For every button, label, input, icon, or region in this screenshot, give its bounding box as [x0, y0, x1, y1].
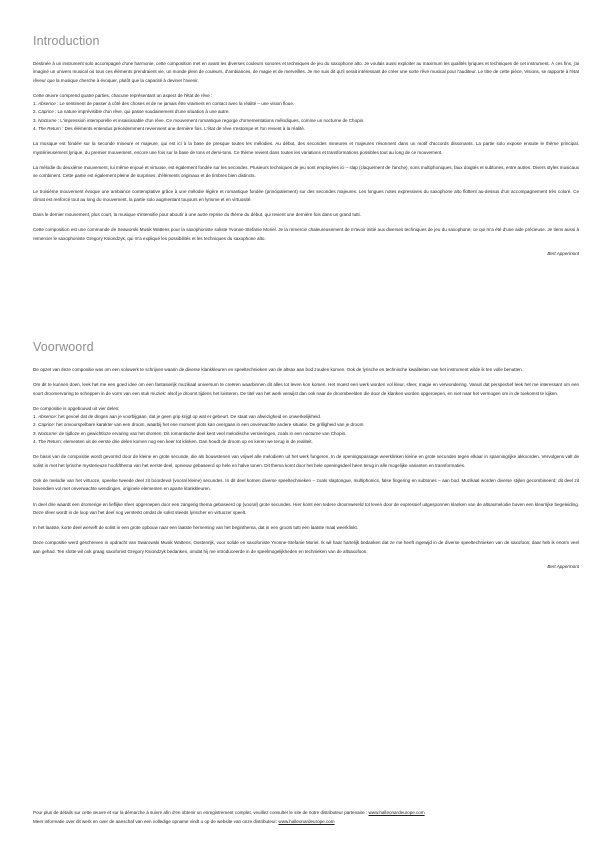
list-item: [33, 108, 579, 116]
list-number: 4.: [33, 439, 37, 445]
movement-description: : elementen uit de eerste drie delen komen nog een keer tot klinken. Dan houdt de droom op en keren we terug in de realiteit.: [60, 439, 313, 445]
movement-description: : Le sentiment de passer à côté des choses et de ne jamais être vraiment en contact avec la réalité – une vision floue.: [55, 101, 295, 107]
list-number: 1.: [33, 414, 37, 420]
list-item: [33, 421, 579, 429]
voorwoord-title: Voorwoord: [33, 340, 94, 354]
list-item: [33, 430, 579, 438]
movement-title: Nocturne: [38, 117, 57, 123]
movement-title: The Return: [38, 439, 61, 445]
voorwoord-signature: Bert Appermont: [547, 564, 579, 570]
list-number: 3.: [33, 117, 37, 123]
list-number: 2.: [33, 422, 37, 428]
intro-paragraph: Le troisième mouvement évoque une ambiance contemplative grâce à une mélodie légère et romantique fondée (principalement) sur des secondes majeures. Les longues notes expressives du saxophone alto flottent au-dessus d'un accompagnement très coloré. Ce climat est renforcé tout au long du mouvement, la partie solo augmentant toujours en lyrisme et en virtuosité.: [33, 188, 579, 202]
intro-paragraph: Cette composition est une commande de Seaworski Musik Wattens pour la saxophoniste soliste Yvonne-Stefanie Moriel. Je la remercie chaleureusement de m'avoir initié aux diverses techniques de jeu du saxophone, ce qui m'a été d'une aide précieuse. Je tiens aussi à remercier le saxophoniste Gregory Ksiondzyk, qui m'a expliqué les possibilités et les techniques du saxophone alto.: [33, 227, 579, 241]
intro-paragraph: Dans le dernier mouvement, plus court, la musique s'intensifie pour aboutir à une autre reprise du thème du début, qui revient une dernière fois dans un grand tutti.: [33, 212, 361, 218]
movement-description: : de tijdloze en gewichtloze ervaring van het dromen. Dit romantische deel kent veel melodische versieringen, zoals in een nocturne van Chopin.: [56, 430, 347, 436]
distributor-link-fr[interactable]: www.halleonardeurope.com: [368, 810, 425, 815]
movement-title: Absence: [38, 101, 56, 107]
list-number: 4.: [33, 126, 37, 132]
voorwoord-paragraph: In deel drie waardt een dromerige en lieflijke sfeer opgeroepen door een zangerig thema gebaseerd op (vooral) grote secundes. Hier komt een tedere droomwereld tot leven door de expressief uitgesponnen klanken van de altsaxmelodie boven een kleurrijke begeleiding. Deze sfeer wordt in de loop van het deel nog versterkt omdat de solist steeds lyrischer en virtuozer speelt.: [33, 501, 579, 515]
list-number: 3.: [33, 430, 37, 436]
intro-movement-list: [33, 100, 579, 133]
movement-title: Caprice: [38, 422, 54, 428]
voorwoord-section: [33, 340, 579, 571]
footer-french-line: [33, 809, 579, 818]
list-number: 1.: [33, 101, 37, 107]
list-item: [33, 117, 579, 125]
voorwoord-paragraph: Deze compositie werd geschreven in opdracht van Swarowski Musik Wattens, Oostenrijk, voor solide en saxofoniste Yvonne-Stefanie Moriel. Ik wil haar hartelijk bedanken dat ze me heeft ingewijd in de diverse speeltechnieken van de saxofoon; daar heb ik enorm veel aan gehad. Ten slotte wil ook graag saxofonist Gregory Ksiondzyk bedanken, omdat hij me introduceerde in de speelmogelijkheden en technieken van de altsaxofoon.: [33, 540, 579, 554]
movement-title: Nocturne: [38, 430, 57, 436]
voorwoord-movement-list: [33, 413, 579, 446]
voorwoord-paragraph: De basis van de compositie wordt gevormd door de kleine en grote secunde, die als bouwstenen van vrijwel alle melodieën uit het werk fungeren. In de openingspassage weerklinken kleine en grote secundes tegen elkaar in spanningrijke akkoorden. Vervolgens valt de solist in met het lyrische mysterieuze hoofdthema van het eerste deel, opnieuw gebaseerd op hele en halve tonen. Dit thema komt door het hele openingsdeel heen terug in alle mogelijke varianten en transformaties.: [33, 454, 579, 468]
intro-paragraph: La mélodie du deuxième mouvement, lui même enjoué et virtuose, est également fondée sur les secondes. Plusieurs techniques de jeu sont employées ici – slap (claquement de l'anche), sons multiphoniques, faux doigtés et subtones, entre autres. Divers styles musicaux se combinent. Cette partie est également pleine de surprises, d'éléments originaux et de timbres bien distincts.: [33, 164, 579, 179]
intro-paragraph: Destinée à un instrument solo accompagné d'une harmonie, cette composition met en avant les diverses couleurs sonores et techniques de jeu du saxophone alto. Je voulais aussi exploiter au maximum les qualités lyriques et techniques de cet instrument. À ces fins, j'ai imaginé un univers musical où tous ces éléments prendraient vie, un monde plein de couleurs, d'ambiances, de magie et de merveilles. Je me suis dit qu'il serait intéressant de créer une sorte rêve musical pour l'auditeur. Le titre de cette pièce, Visions, se rapporte à l'état rêveur que la musique cherche à évoquer, plutôt que la capacité à deviner l'avenir.: [33, 61, 579, 83]
intro-paragraph: Cette œuvre comprend quatre parties, chacune représentant un aspect de l'état de rêve :: [33, 92, 213, 98]
voorwoord-paragraph: De compositie is opgebouwd uit vier delen:: [33, 405, 120, 411]
movement-description: : het gevoel dat de dingen aan je voorbijgaan, dat je geen grip krijgt op wat er gebeurt. De staat van afwezigheid en onwerkelijkheid.: [55, 414, 322, 420]
footer-dutch-text: Meer informatie over dit werk en over de aanschaf van een volledige opname vindt u op de website van onze distributeur:: [33, 818, 279, 824]
intro-signature: Bert Appermont: [547, 251, 579, 257]
movement-description: : het onvoorspelbare karakter van een droom, waarbij het ene moment plots kan overgaan in een onverwachte andere situatie. De grilligheid van je droom.: [53, 422, 365, 428]
voorwoord-paragraph: In het laatste, korte deel werveft de solist in een grote opbouw naar een laatste herneming van het beginthema, dat in een groots tutti een laatste maal weerklinkt.: [33, 525, 359, 531]
list-item: [33, 100, 579, 108]
movement-description: : La nature imprévisible d'un rêve, qui passe soudainement d'une situation à une autre.: [53, 109, 230, 115]
introduction-section: [33, 34, 579, 258]
footer-dutch-line: [33, 818, 579, 827]
list-item: [33, 438, 579, 446]
introduction-title: Introduction: [33, 34, 100, 48]
movement-title: The Return: [38, 126, 61, 132]
voorwoord-paragraph: De opzet van deze compositie was om een solowerk te schrijven waarin de diverse klankkleuren en speeltechnieken van de altsax aan bod zouden komen. Ook de lyrische en technische kwaliteiten van het instrument wilde ik ten volle benutten.: [33, 367, 524, 372]
list-item: [33, 413, 579, 421]
voorwoord-paragraph: Ook de melodie van het virtuoze, speelse tweede deel zit boordevol (vooral kleine) secundes. In dit deel komen diverse speeltechnieken – zoals slaptongue, multiphonics, false fingering en subtones – aan bod. Muzikaal worden diverse stijlen gecombineerd; dit deel zit bovendien vol met onverwachte wendingen, originele elementen en aparte klankkleuren.: [33, 477, 579, 492]
footer: [33, 809, 579, 826]
movement-description: : L'impression intemporelle et insaisissable d'un rêve. Ce mouvement romantique regorge d'ornementations mélodiques, comme un nocturne de Chopin.: [56, 117, 365, 123]
voorwoord-paragraph: Om dit te kunnen doen, leek het me een goed idee om een fantasierijk muzikaal universum te creëren waarbinnen dit alles tot leven kon komen. Het moest een werk worden vol kleur, sfeer, magie en verwondering. Vanuit dat perspectief leek het me interessant om een soort droomervaring te scheppen in de vorm van een stuk muziek: alsof je droomt tijdens het luisteren. De titel van het werk verwijst dan ook naar de droombeelden die door de klanken worden opgeroepen, en niet naar het vermogen om in de toekomst te kijken.: [33, 382, 579, 396]
list-item: [33, 125, 579, 133]
distributor-link-nl[interactable]: www.halleonardeurope.com: [278, 818, 335, 824]
movement-title: Absence: [38, 414, 56, 420]
movement-title: Caprice: [38, 109, 54, 115]
movement-description: : Des éléments entendus précédemment reviennent une dernière fois. L'état de rêve s'estompe et l'on revient à la réalité.: [60, 126, 306, 132]
intro-paragraph: La musique est fondée sur la seconde mineure et majeure, qui est ici à la base de presque toutes les mélodies. Au début, des secondes mineures et majeures résonnent dans un motif d'accords dissonants. La partie solo expose ensuite le thème principal, mystérieusement lyrique, du premier mouvement, encore une fois sur la base de tons et demi-tons. Ce thème revient dans toutes les variations et transformations possibles tout au long de ce mouvement.: [33, 141, 579, 155]
footer-french-text: Pour plus de détails sur cette œuvre et sur la démarche à suivre afin d'en obtenir un enregistrement complet, veuillez consulter le site de notre distributeur partenaire :: [33, 810, 369, 815]
list-number: 2.: [33, 109, 37, 115]
